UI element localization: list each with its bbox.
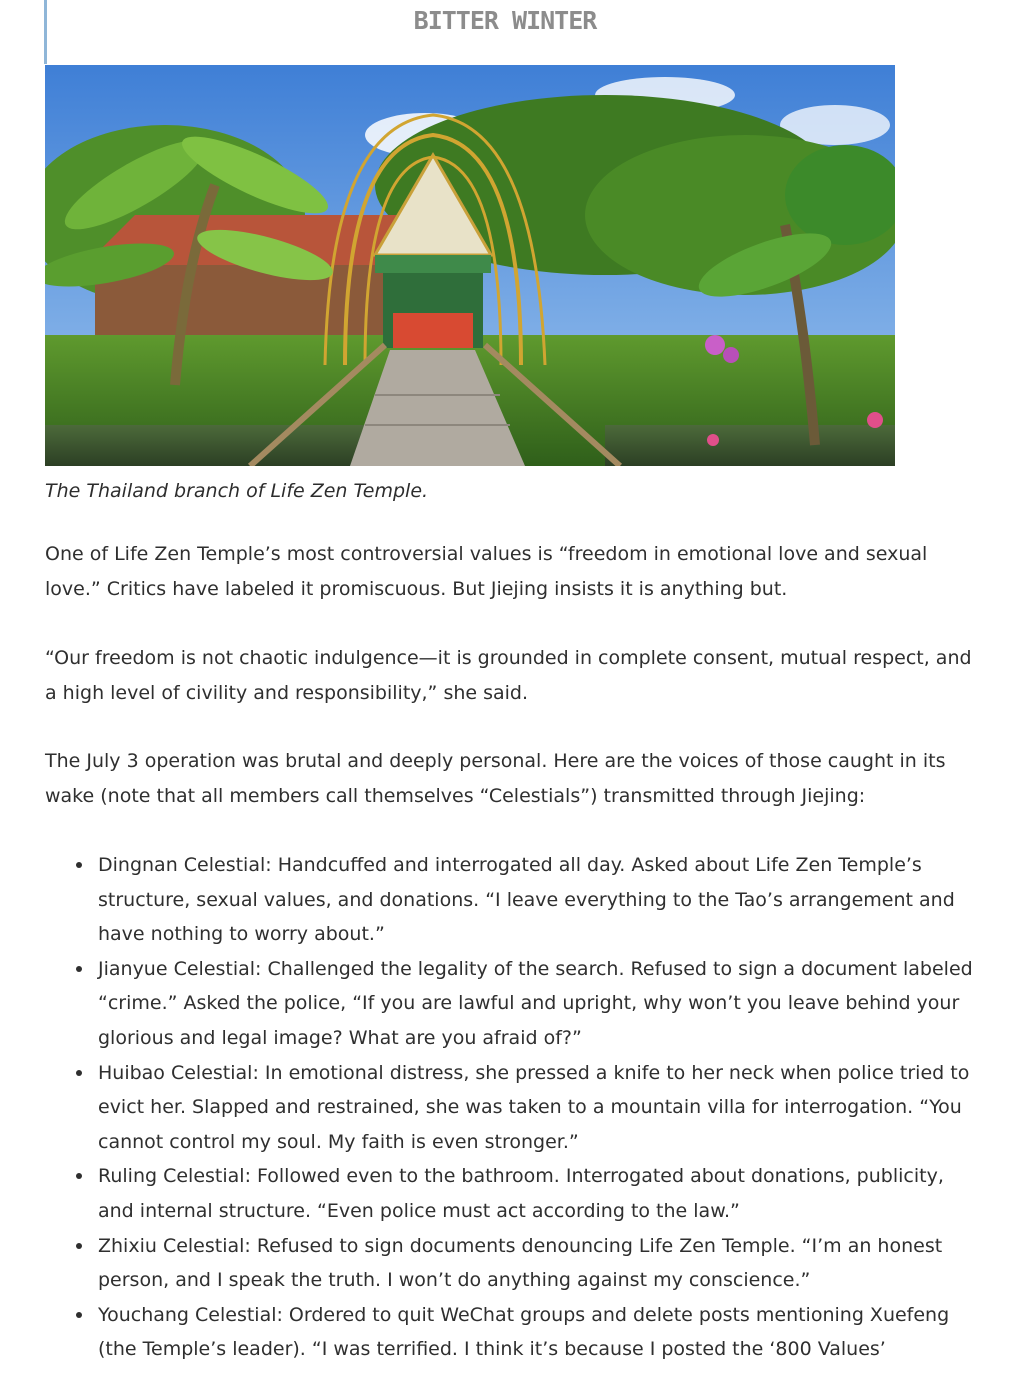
paragraph-1: One of Life Zen Temple’s most controversial values is “freedom in emotional love and sexual love.” Critics have labeled it promiscuous. But Jiejing insists it is anything but. [45,543,928,600]
list-item [98,1298,975,1367]
site-title[interactable]: BITTER WINTER [413,6,597,35]
list-item-text: Ruling Celestial: Followed even to the bathroom. Interrogated about donations, publicity, and internal structure. “Even police must act according to the law.” [98,1165,944,1222]
image-caption: The Thailand branch of Life Zen Temple. [45,480,429,502]
list-item-text: Jianyue Celestial: Challenged the legality of the search. Refused to sign a document labeled “crime.” Asked the police, “If you are lawful and upright, why won’t you leave behind your glorious and legal image? What are you afraid of?” [98,957,973,1049]
list-item-text: Zhixiu Celestial: Refused to sign documents denouncing Life Zen Temple. “I’m an honest person, and I speak the truth. I won’t do anything against my conscience.” [98,1234,943,1292]
list-item-text: Huibao Celestial: In emotional distress, she pressed a knife to her neck when police tried to evict her. Slapped and restrained, she was taken to a mountain villa for interrogation. “You cannot control my soul. My faith is even stronger.” [98,1061,970,1153]
bullet-icon [76,966,82,972]
testimony-list [45,848,975,1367]
bullet-icon [76,862,82,868]
list-item [98,848,975,952]
temple-photo [45,65,895,466]
list-item-text: Dingnan Celestial: Handcuffed and interrogated all day. Asked about Life Zen Temple’s structure, sexual values, and donations. “I leave everything to the Tao’s arrangement and have nothing to worry about.” [98,854,955,946]
bullet-icon [76,1312,82,1318]
bullet-icon [76,1070,82,1076]
bullet-icon [76,1243,82,1249]
paragraph-2: “Our freedom is not chaotic indulgence—it is grounded in complete consent, mutual respect, and a high level of civility and responsibility,” she said. [45,647,972,704]
list-item [98,952,975,1056]
list-item [98,1229,975,1298]
list-item-text: Youchang Celestial: Ordered to quit WeChat groups and delete posts mentioning Xuefeng (the Temple’s leader). “I was terrified. I think it’s because I posted the ‘800 Values’ [98,1303,950,1361]
list-item [98,1159,975,1228]
list-item [98,1056,975,1160]
bullet-icon [76,1173,82,1179]
paragraph-3: The July 3 operation was brutal and deeply personal. Here are the voices of those caught in its wake (note that all members call themselves “Celestials”) transmitted through Jiejing: [45,750,946,807]
